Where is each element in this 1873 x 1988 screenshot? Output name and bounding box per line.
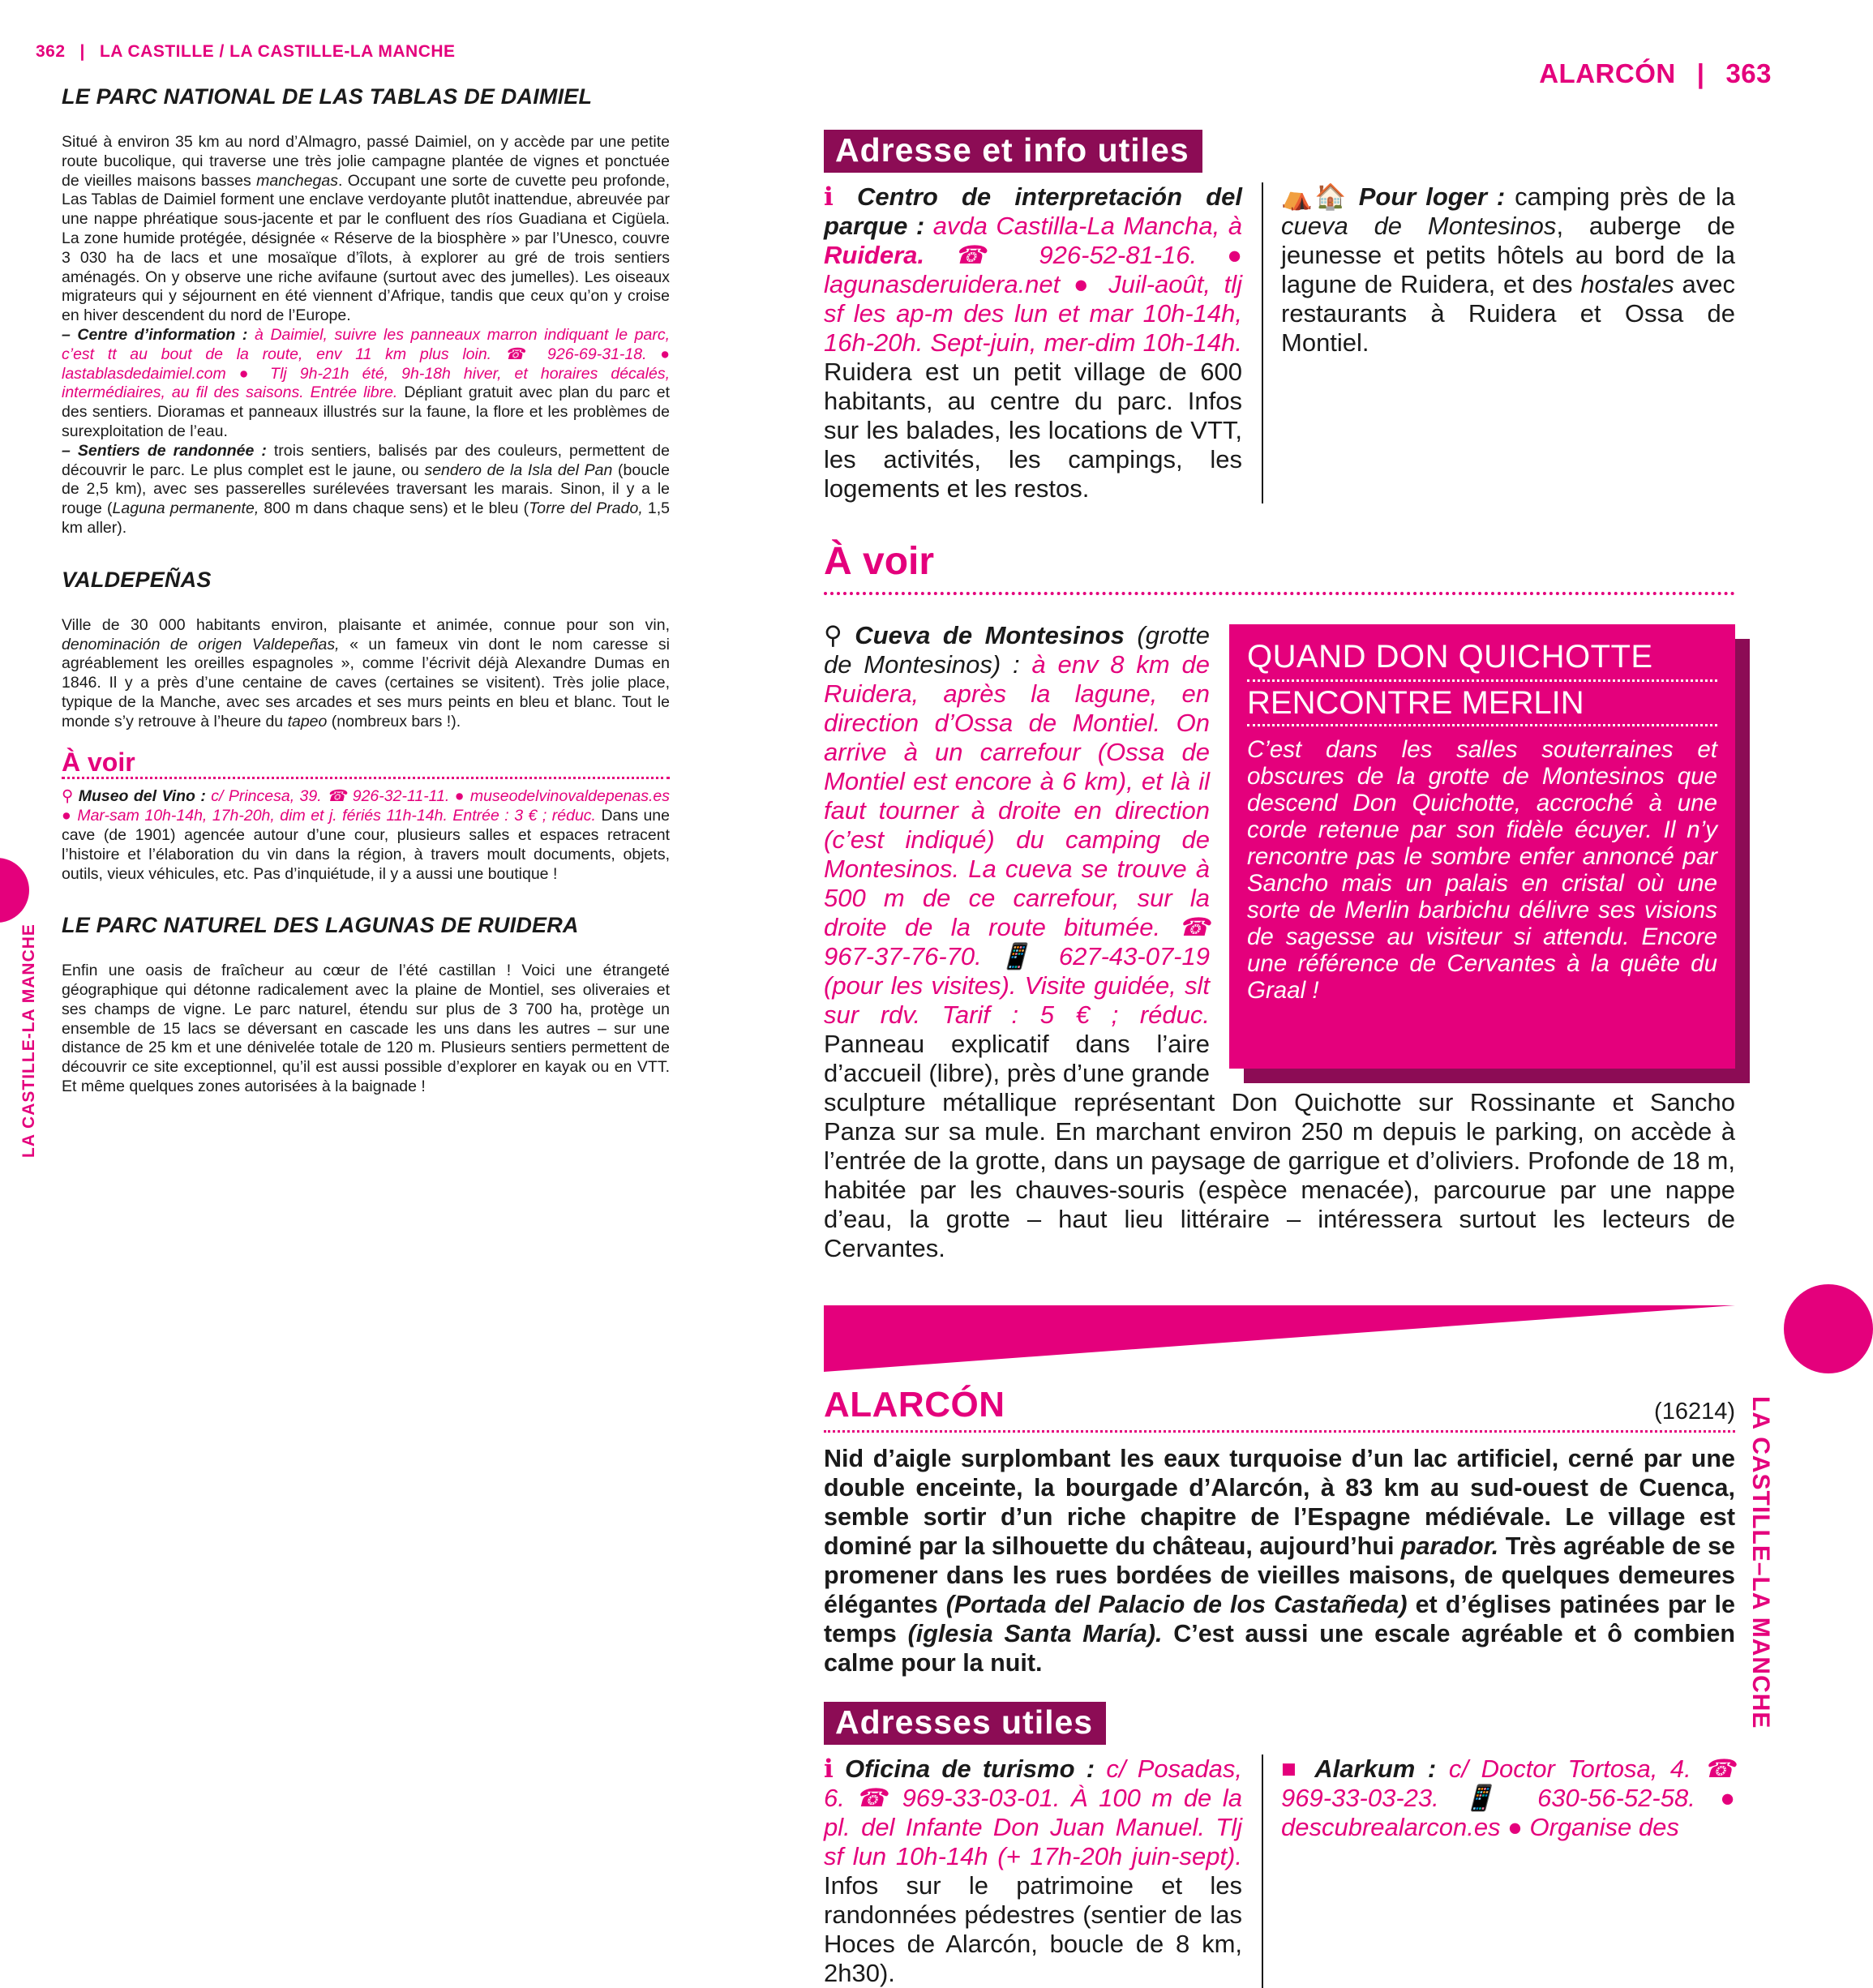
info-column-1 [824, 182, 1262, 503]
avoir-heading-left: À voir [62, 753, 670, 780]
page-number-left: 362 [36, 42, 66, 61]
oficina-label: Oficina de turismo : [845, 1754, 1107, 1783]
loger-label: Pour loger : [1348, 182, 1515, 211]
section-title-daimiel: LE PARC NATIONAL DE LAS TABLAS DE DAIMIEL [62, 84, 593, 109]
camping-hotel-icon: ⛺🏠 [1281, 182, 1349, 211]
utiles-column-1 [824, 1754, 1262, 1988]
cueva-label-b: (grotte de Montesinos) : [824, 621, 1210, 679]
centro-town: Ruidera. [824, 241, 925, 269]
text: Panneau explicatif dans l’aire d’accueil (libre), près d’une grande sculpture métallique représentant Don Quichotte sur Rossinante et Sancho Panza sur sa mule. En marchant environ 250 m depuis le parking, on accède à l’entrée de la grotte, dans un paysage de garrigue et d’oliviers. Profonde de 18 m, habitée par les chauves-souris (espèce menacée), parcourue par une nappe d’eau, la grotte – haut lieu littéraire – intéressera surtout les lecteurs de Cervantes. [824, 1030, 1735, 1262]
text: Ville de 30 000 habitants environ, plaisante et animée, connue pour son vin, [62, 615, 670, 634]
box-body: C’est dans les salles souterraines et obscures de la grotte de Montesinos que descend Don Quichotte, accroché à une corde retenue par son fidèle écuyer. Il n’y rencontre pas le sombre enfer annoncé par Sancho mais un palais en cristal où une sorte de Merlin barbichu délivre ses visions de sagesse au visiteur si attendu. Encore une référence de Cervantes à la quête du Graal ! [1247, 736, 1717, 1004]
town-header [824, 1385, 1735, 1433]
centre-info-details: à Daimiel, suivre les panneaux marron indiquant le parc, c’est tt au bout de la route, env 11 km plus loin. ☎ 926-69-31-18. ● lastablasdedaimiel.com ● Tlj 9h-21h été, 9h-18h hiver, et horaires décalés, intermédiaires, au fil des saisons. Entrée libre. [62, 325, 670, 402]
text: C’est aussi une escale agréable et ô combien calme pour la nuit. [824, 1620, 1735, 1677]
town-intro [824, 1444, 1735, 1677]
centro-info-2: ☎ 926-52-81-16. ● lagunasderuidera.net ● Juil-août, tlj sf les ap-m des lun et mar 10h-14h, 16h-20h. Sept-juin, mer-dim 10h-14h. [824, 241, 1242, 357]
info-icon: ℹ [824, 1754, 834, 1783]
town-banner [824, 1305, 1735, 1372]
text: 1,5 km aller). [62, 499, 670, 537]
museo-info: c/ Princesa, 39. ☎ 926-32-11-11. ● museodelvinovaldepenas.es ● Mar-sam 10h-14h, 17h-20h, dim et j. fériés 11h-14h. Entrée : 3 € ; réduc. [62, 787, 671, 825]
text: Nid d’aigle surplombant les eaux turquoise d’un lac artificiel, cerné par une double enceinte, la bourgade d’Alarcón, à 83 km au sud-ouest de Cuenca, semble sortir d’un riche chapitre de l’Espagne médiévale. Le village est dominé par la silhouette du château, aujourd’hui [824, 1445, 1735, 1560]
cueva-label: Cueva de Montesinos [855, 621, 1125, 649]
text: Dans une cave (de 1901) agencée autour d’une cour, plusieurs salles et espaces retracent l’histoire et l’élaboration du vin dans la région, à travers moult documents, objets, outils, vieux véhicules, etc. Pas d’inquiétude, il y a aussi une boutique ! [62, 807, 670, 883]
text-italic: Laguna permanente, [112, 499, 259, 518]
running-head-section: LA CASTILLE / LA CASTILLE-LA MANCHE [99, 42, 456, 61]
text: (nombreux bars !). [327, 712, 461, 731]
text: Dépliant gratuit avec plan du parc et des sentiers. Dioramas et panneaux illustrés sur la faune, la flore et les problèmes de surexploitation de l’eau. [62, 383, 671, 440]
text-italic: tapeo [287, 712, 328, 731]
museo-paragraph [62, 787, 670, 884]
text-italic: manchegas [256, 171, 338, 190]
side-tab-label-left: LA CASTILLE-LA MANCHE [19, 923, 38, 1158]
text: et d’églises patinées par le temps [824, 1591, 1735, 1647]
text-italic: hostales [1580, 270, 1674, 298]
centro-label: Centro de interpretación del parque : [824, 182, 1242, 240]
right-page-column [824, 130, 1735, 1988]
text-italic: Torre del Prado, [529, 499, 643, 518]
running-head-right [1539, 58, 1772, 89]
cave-icon: ⚲ [824, 621, 842, 649]
box-content [1229, 624, 1735, 1069]
info-badge: Adresse et info utiles [824, 130, 1202, 173]
text: 800 m dans chaque sens) et le bleu ( [259, 499, 529, 518]
oficina-info: c/ Posadas, 6. ☎ 969-33-03-01. À 100 m de la pl. del Infante Don Juan Manuel. Tlj sf lun 10h-14h (+ 17h-20h juin-sept). [824, 1754, 1242, 1870]
town-name: ALARCÓN [824, 1385, 1005, 1425]
daimiel-paragraph [62, 133, 670, 538]
info-column-2 [1262, 182, 1735, 503]
text: avec restaurants à Ruidera et Ossa de Montiel. [1281, 270, 1735, 357]
alarkum-info: c/ Doctor Tortosa, 4. ☎ 969-33-03-23. 📱 630-56-52-58. ● descubrealarcon.es ● Organise des [1281, 1754, 1735, 1841]
text: Ruidera est un petit village de 600 habitants, au centre du parc. Infos sur les balades, les locations de VTT, les activités, les campings, les logements et les restos. [824, 358, 1242, 503]
centre-info-label: – Centre d’information : [62, 325, 255, 344]
cueva-paragraph [824, 621, 1735, 1263]
text: Très agréable de se promener dans les rues bordées de vieilles maisons, de quelques demeures élégantes [824, 1532, 1735, 1618]
text: trois sentiers, balisés par des couleurs, permettent de découvrir le parc. Le plus complet est le jaune, ou [62, 441, 670, 479]
running-head-separator-right: | [1696, 58, 1705, 88]
text: Infos sur le patrimoine et les randonnées pédestres (sentier de las Hoces de Alarcón, boucle de 8 km, 2h30). [824, 1871, 1242, 1987]
avoir-heading-right: À voir [824, 539, 1735, 595]
left-page-column [62, 84, 670, 1097]
ruidera-paragraph: Enfin une oasis de fraîcheur au cœur de l’été castillan ! Voici une étrangeté géographique qui détonne radicalement avec la plaine de Montiel, ses oliveraies et ses champs de vigne. Le parc naturel, étendu sur plus de 3 700 ha, protège un ensemble de 15 lacs se déversant en cascade les uns dans les autres – sur une distance de 25 km et une dénivelée totale de 120 m. Plusieurs sentiers permettent de découvrir ce site exceptionnel, qu’il est aussi possible d’explorer en kayak ou en VTT. Et même quelques zones autorisées à la baignade ! [62, 962, 670, 1096]
side-tab-label-right: LA CASTILLE–LA MANCHE [1747, 1396, 1774, 1729]
box-title-line-1: QUAND DON QUICHOTTE [1247, 636, 1717, 682]
thumb-tab-right [1784, 1284, 1873, 1373]
text-italic: parador. [1400, 1532, 1499, 1560]
text-italic: denominación de origen Valdepeñas, [62, 635, 340, 653]
running-head-left [36, 42, 456, 62]
text: , auberge de jeunesse et petits hôtels au bord de la lagune de Ruidera, et des [1281, 212, 1735, 298]
shop-icon: ■ [1281, 1754, 1302, 1783]
text-italic: (iglesia Santa María). [907, 1620, 1163, 1647]
page-number-right: 363 [1725, 58, 1772, 88]
banner-wedge [824, 1305, 1735, 1372]
info-icon: ℹ [824, 182, 834, 211]
running-head-title: ALARCÓN [1539, 58, 1676, 88]
text-italic: (Portada del Palacio de los Castañeda) [945, 1591, 1408, 1618]
info-two-columns [824, 182, 1735, 503]
utiles-column-2 [1262, 1754, 1735, 1988]
postal-code: (16214) [1654, 1399, 1735, 1425]
running-head-separator: | [79, 42, 85, 61]
utiles-two-columns [824, 1754, 1735, 1988]
museum-icon: ⚲ [62, 787, 74, 806]
valdepenas-paragraph [62, 616, 670, 732]
cueva-info: à env 8 km de Ruidera, après la lagune, en direction d’Ossa de Montiel. On arrive à un carrefour (Ossa de Montiel est encore à 6 km), et là il faut tourner à droite en direction (c’est indiqué) du camping de Montesinos. La cueva se trouve à 500 m de ce carrefour, sur la droite de la route bitumée. ☎ 967-37-76-70. 📱 627-43-07-19 (pour les visites). Visite guidée, slt sur rdv. Tarif : 5 € ; réduc. [824, 650, 1210, 1029]
section-title-ruidera: LE PARC NATUREL DES LAGUNAS DE RUIDERA [62, 913, 579, 938]
centro-info: avda Castilla-La Mancha, à [932, 212, 1242, 240]
text: (boucle de 2,5 km), avec ses passerelles surélevées traversant les marais. Sinon, il y a le rouge ( [62, 461, 670, 518]
thumb-tab-left [0, 858, 29, 923]
utiles-badge: Adresses utiles [824, 1702, 1106, 1745]
text-italic: sendero de la Isla del Pan [424, 461, 613, 479]
text: . Occupant une sorte de cuvette peu profonde, Las Tablas de Daimiel forment une enclave verdoyante plutôt inattendue, abreuvée par une nappe phréatique sous-jacente et par le confluent des ríos Guadiana et Cigüela. La zone humide protégée, désignée « Réserve de la biosphère » par l’Unesco, couvre 3 030 ha de lacs et une mosaïque d’îlots, à explorer au gré de trois sentiers aménagés. On y observe une riche avifaune (surtout avec des jumelles). Les oiseaux migrateurs qui y séjournent en été viennent d’Afrique, tandis que ceux qu’on y croise en hiver descendent du nord de l’Europe. [62, 171, 670, 325]
text: camping près de la [1515, 182, 1735, 211]
sidebar-box-merlin [1229, 624, 1735, 1069]
text: Situé à environ 35 km au nord d’Almagro, passé Daimiel, on y accède par une petite route bucolique, qui traverse une très jolie campagne plantée de vignes et ponctuée de vieilles maisons basses [62, 133, 670, 190]
museo-label: Museo del Vino : [78, 787, 212, 806]
alarkum-label: Alarkum : [1314, 1754, 1449, 1783]
text: « un fameux vin dont le nom caresse si agréablement les oreilles espagnoles », comme l’écrivit déjà Alexandre Dumas en 1846. Il y a près d’une centaine de caves (certaines se visitent). Très jolie place, typique de la Manche, avec ses arcades et ses murs peints en bleu et blanc. Tout le monde s’y retrouve à l’heure du [62, 635, 671, 731]
section-title-valdepenas: VALDEPEÑAS [62, 567, 212, 592]
text-italic: cueva de Montesinos [1281, 212, 1557, 240]
box-title-line-2: RENCONTRE MERLIN [1247, 682, 1717, 726]
sentiers-label: – Sentiers de randonnée : [62, 441, 274, 460]
